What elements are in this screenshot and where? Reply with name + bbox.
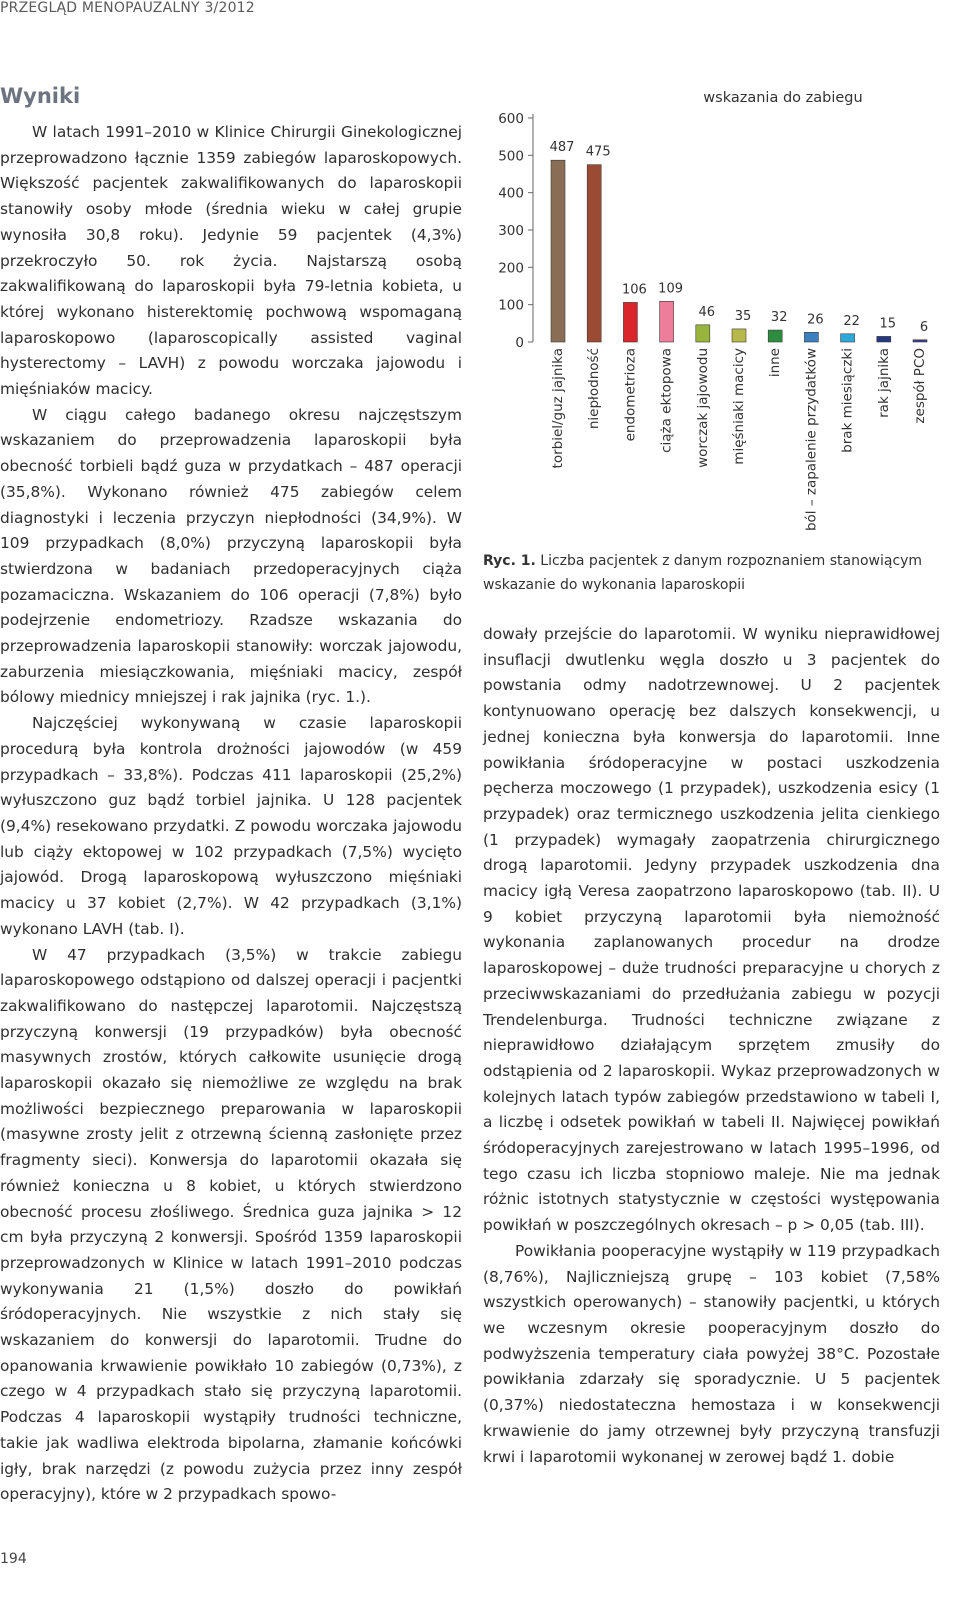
bar-7: [768, 330, 782, 342]
y-tick-label: 400: [498, 185, 524, 202]
bar-4: [660, 301, 674, 342]
bar-chart-svg: [483, 84, 940, 544]
category-label: worczak jajowodu: [694, 348, 711, 468]
category-label: inne: [767, 348, 784, 378]
y-tick-label: 100: [498, 297, 524, 314]
paragraph: W ciągu całego badanego okresu najczęstszym wskazaniem do przeprowadzenia laparoskopii była obecność torbieli bądź guza w przydatkach – 487 operacji (35,8%). Wykonano również 475 zabiegów celem diagnostyki i leczenia przyczyn niepłodności (34,9%). W 109 przypadkach (8,0%) przyczyną laparoskopii była stwierdzona w badaniach przedoperacyjnych ciąża pozamaciczna. Wskazaniem do 106 operacji (7,8%) było podejrzenie endometriozy. Rzadsze wskazania do przeprowadzenia laparoskopii stanowiły: worczak jajowodu, zaburzenia miesiączkowania, mięśniaki macicy, zespół bólowy miednicy mniejszej i rak jajnika (ryc. 1.).: [0, 405, 462, 707]
category-label: brak miesiączki: [839, 348, 856, 453]
category-label: zespół PCO: [912, 348, 928, 424]
category-label: endometrioza: [622, 348, 639, 442]
category-label: mięśniaki macicy: [731, 348, 747, 465]
bar-10: [877, 336, 891, 342]
bar-2: [587, 165, 601, 342]
bar-6: [732, 329, 746, 342]
bar-3: [623, 302, 637, 342]
category-label: niepłodność: [586, 348, 603, 430]
y-tick-label: 600: [498, 111, 524, 127]
journal-header: PRZEGLĄD MENOPAUZALNY 3/2012: [0, 0, 255, 16]
right-column: [483, 622, 940, 1470]
bar-value-label: 26: [807, 312, 824, 328]
paragraph: W latach 1991–2010 w Klinice Chirurgii Ginekologicznej przeprowadzono łącznie 1359 zabiegów laparoskopowych. Większość pacjentek zakwalifikowanych do laparoskopii stanowiły osoby młode (średnia wieku w całej grupie wynosiła 30,8 roku). Jedynie 59 pacjentek (4,3%) przekroczyło 50. rok życia. Najstarszą osobą zakwalifikowaną do laparoskopii była 79-letnia kobieta, u której wykonano histerektomię pochwową wspomaganą laparoskopowo (laparoscopically assisted vaginal hysterectomy – LAVH) z powodu worczaka jajowodu i mięśniaków macicy.: [0, 123, 462, 399]
figure-1-chart: [483, 84, 940, 544]
category-label: rak jajnika: [875, 348, 892, 418]
left-column: [0, 120, 462, 1508]
bar-5: [696, 325, 710, 342]
bar-value-label: 35: [734, 308, 752, 324]
y-tick-label: 500: [498, 148, 524, 165]
bar-value-label: 6: [919, 319, 929, 335]
bar-value-label: 46: [698, 304, 716, 320]
bar-value-label: 22: [843, 313, 860, 329]
category-label: ciąża ektopowa: [658, 348, 675, 453]
paragraph: Powikłania pooperacyjne wystąpiły w 119 przypadkach (8,76%), Najliczniejszą grupę – 103 kobiet (7,58% wszystkich operowanych) – stanowiły pacjentki, u których we wczesnym okresie pooperacyjnym doszło do podwyższenia temperatury ciała powyżej 38°C. Pozostałe powikłania zdarzały się sporadycznie. U 5 pacjentek (0,37%) niedostateczna hemostaza i w konsekwencji krwawienie do jamy otrzewnej były przyczyną transfuzji krwi i laparotomii wykonanej w zerowej bądź 1. dobie: [483, 1241, 940, 1466]
page-number: 194: [0, 1551, 27, 1567]
y-tick-label: 200: [498, 260, 524, 277]
bar-value-label: 109: [658, 281, 684, 297]
bar-value-label: 15: [879, 316, 897, 332]
bar-value-label: 487: [549, 140, 575, 156]
bar-value-label: 32: [770, 310, 788, 326]
figure-caption: [483, 549, 940, 597]
chart-title: wskazania do zabiegu: [703, 90, 863, 106]
paragraph: Najczęściej wykonywaną w czasie laparoskopii procedurą była kontrola drożności jajowodów (w 459 przypadkach – 33,8%). Podczas 411 laparoskopii (25,2%) wyłuszczono guz bądź torbiel jajnika. U 128 pacjentek (9,4%) resekowano przydatki. Z powodu worczaka jajowodu lub ciąży ektopowej w 102 przypadkach (7,5%) wycięto jajowód. Drogą laparoskopową wyłuszczono mięśniaki macicy u 37 kobiet (2,7%). W 42 przypadkach (3,1%) wykonano LAVH (tab. I).: [0, 714, 462, 938]
paragraph: dowały przejście do laparotomii. W wyniku nieprawidłowej insuflacji dwutlenku węgla doszło u 3 pacjentek do powstania odmy nadotrzewnowej. U 2 pacjentek kontynuowano operację bez dalszych konsekwencji, u jednej konieczna była konwersja do laparotomii. Inne powikłania śródoperacyjne w postaci uszkodzenia pęcherza moczowego (1 przypadek), uszkodzenia esicy (1 przypadek) oraz termicznego uszkodzenia jelita cienkiego (1 przypadek) wymagały zaopatrzenia chirurgicznego drogą laparotomii. Jedyny przypadek uszkodzenia dna macicy igłą Veresa zaopatrzono laparoskopowo (tab. II). U 9 kobiet przyczyną laparotomii była niemożność wykonania zaplanowanych procedur na drodze laparoskopowej – duże trudności preparacyjne u chorych z przeciwwskazaniami do przedłużania zabiegu w pozycji Trendelenburga. Trudności techniczne związane z nieprawidłowo działającym sprzętem zmusiły do odstąpienia od 2 laparoskopii. Wykaz przeprowadzonych w kolejnych latach typów zabiegów przedstawiono w tabeli I, a liczbę i odsetek powikłań w tabeli II. Najwięcej powikłań śródoperacyjnych zarejestrowano w latach 1995–1996, od tego czasu ich liczba stopniowo maleje. Nie ma jednak różnic istotnych statystycznie w częstości występowania powikłań w poszczególnych okresach – p > 0,05 (tab. III).: [483, 625, 940, 1235]
caption-label: Ryc. 1.: [483, 553, 536, 569]
caption-text: Liczba pacjentek z danym rozpoznaniem stanowiącym wskazanie do wykonania laparoskopii: [483, 553, 923, 593]
y-tick-label: 0: [515, 335, 524, 351]
category-label: ból – zapalenie przydatków: [803, 348, 820, 532]
bar-8: [804, 332, 818, 342]
bar-9: [841, 334, 855, 342]
y-tick-label: 300: [498, 223, 524, 239]
bar-11: [913, 340, 927, 342]
category-label: torbiel/guz jajnika: [550, 348, 566, 469]
paragraph: W 47 przypadkach (3,5%) w trakcie zabiegu laparoskopowego odstąpiono od dalszej operacji i pacjentki zakwalifikowano do następczej laparotomii. Najczęstszą przyczyną konwersji (19 przypadków) była obecność masywnych zrostów, których całkowite usunięcie drogą laparoskopii okazało się niemożliwe ze względu na brak możliwości bezpiecznego preparowania w laparoskopii (masywne zrosty jelit z otrzewną ścienną zasłonięte przez fragmenty sieci). Konwersja do laparotomii okazała się również konieczna u 8 kobiet, u których stwierdzono obecność procesu złośliwego. Średnica guza jajnika > 12 cm była przyczyną 2 konwersji. Spośród 1359 laparoskopii przeprowadzonych w Klinice w latach 1991–2010 podczas wykonywania 21 (1,5%) doszło do powikłań śródoperacyjnych. Nie wszystkie z nich stały się wskazaniem do konwersji do laparotomii. Trudne do opanowania krwawienie powikłało 10 zabiegów (0,73%), z czego w 4 przypadkach stało się przyczyną laparotomii. Podczas 4 laparoskopii wystąpiły trudności techniczne, takie jak wadliwa elektroda bipolarna, złamanie końcówki igły, brak narzędzi (z powodu zużycia przez inny zespół operacyjny), które w 2 przypadkach spowo-: [0, 945, 462, 1504]
bar-value-label: 475: [585, 144, 611, 160]
bar-1: [551, 160, 565, 342]
bar-value-label: 106: [621, 282, 647, 298]
section-title: Wyniki: [0, 84, 81, 108]
